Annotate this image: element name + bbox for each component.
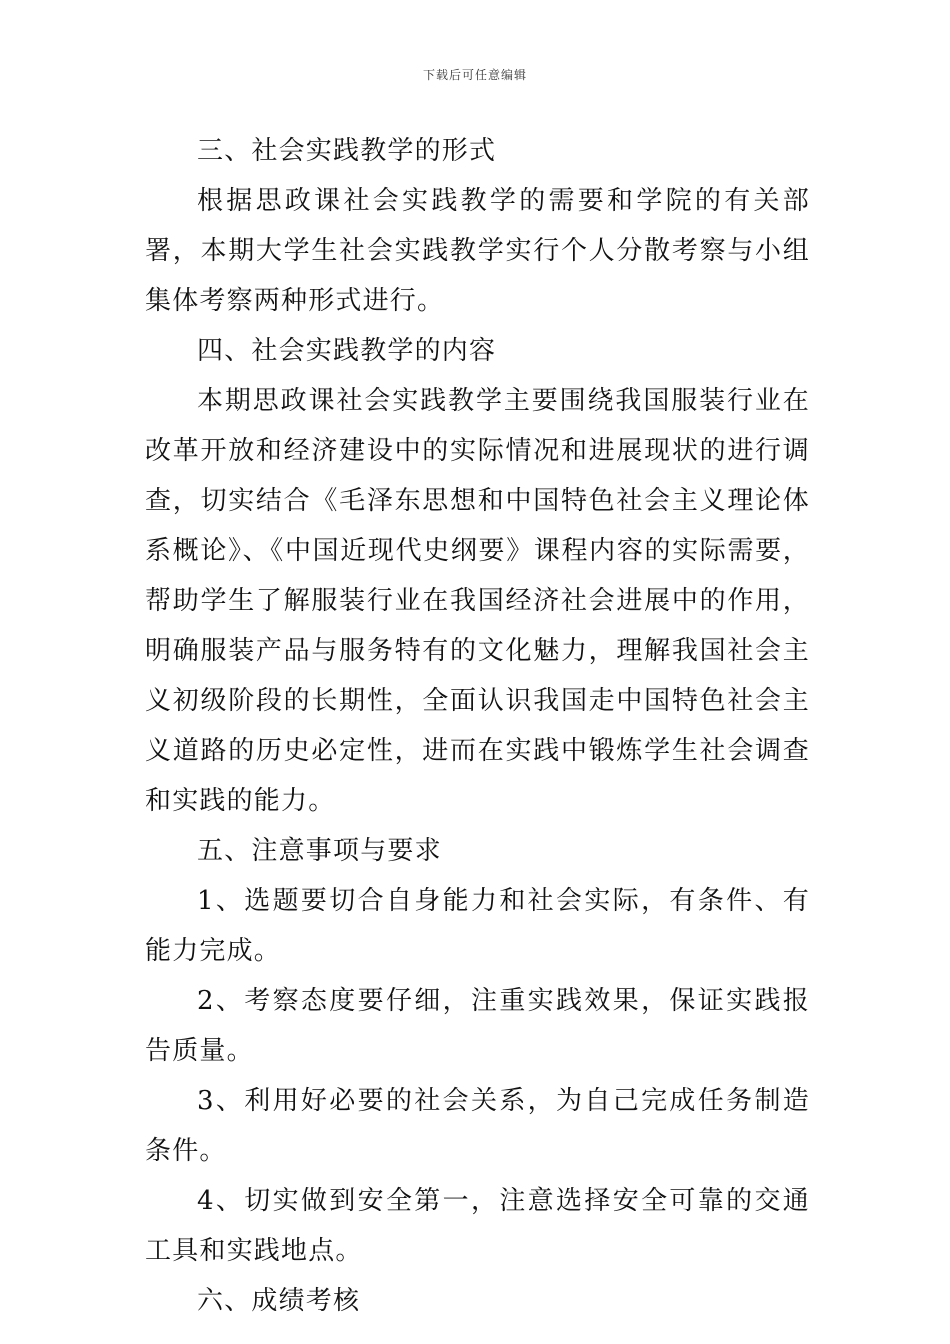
paragraph-content: 本期思政课社会实践教学主要围绕我国服装行业在改革开放和经济建设中的实际情况和进展现状的进行调查，切实结合《毛泽东思想和中国特色社会主义理论体系概论》、《中国近现代史纲要》课程内容的实际需要，帮助学生了解服装行业在我国经济社会进展中的作用，明确服装产品与服务特有的文化魅力，理解我国社会主义初级阶段的长期性，全面认识我国走中国特色社会主义道路的历史必定性，进而在实践中锻炼学生社会调查和实践的能力。 bbox=[145, 386, 810, 816]
section-heading-5: 五、注意事项与要求 bbox=[197, 836, 442, 866]
paragraph-form: 根据思政课社会实践教学的需要和学院的有关部署，本期大学生社会实践教学实行个人分散考察与小组集体考察两种形式进行。 bbox=[145, 186, 810, 316]
section-heading-4: 四、社会实践教学的内容 bbox=[197, 336, 497, 366]
requirement-item-2: 2、考察态度要仔细，注重实践效果，保证实践报告质量。 bbox=[145, 986, 810, 1066]
document-body bbox=[145, 126, 810, 1326]
requirement-item-1: 1、选题要切合自身能力和社会实际，有条件、有能力完成。 bbox=[145, 886, 810, 966]
section-heading-6: 六、成绩考核 bbox=[197, 1286, 361, 1316]
page-header-note: 下载后可任意编辑 bbox=[422, 68, 527, 82]
requirement-item-4: 4、切实做到安全第一，注意选择安全可靠的交通工具和实践地点。 bbox=[145, 1186, 810, 1266]
section-heading-3: 三、社会实践教学的形式 bbox=[197, 136, 497, 166]
requirement-item-3: 3、利用好必要的社会关系，为自己完成任务制造条件。 bbox=[145, 1086, 810, 1166]
